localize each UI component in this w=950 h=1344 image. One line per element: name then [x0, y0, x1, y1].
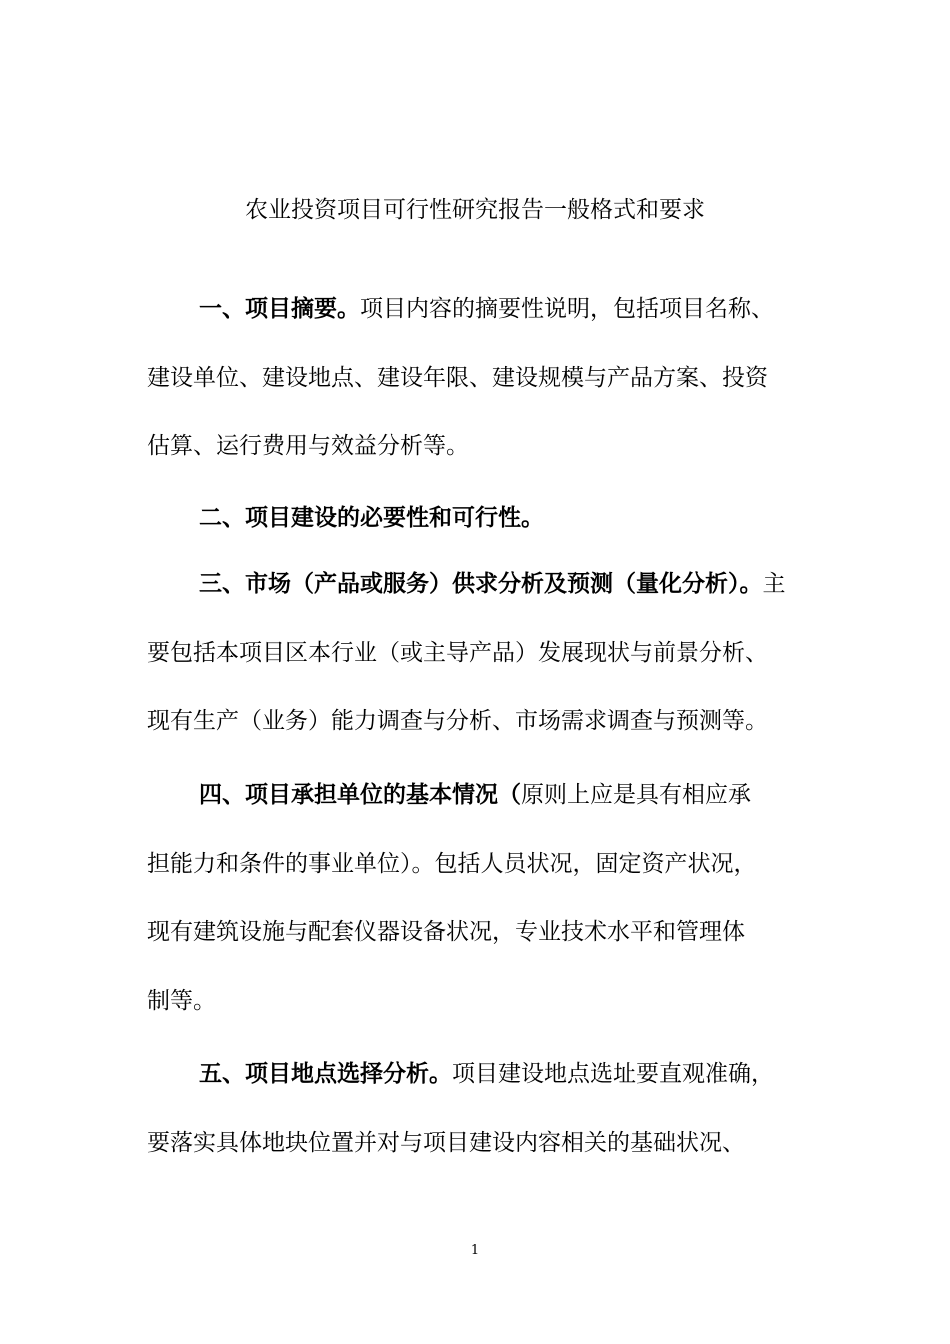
section-text-line: 制等。	[147, 987, 216, 1014]
section-market-analysis	[147, 550, 807, 756]
section-text-line: 建设单位、建设地点、建设年限、建设规模与产品方案、投资	[147, 364, 768, 391]
section-text-line: 现有生产（业务）能力调查与分析、市场需求调查与预测等。	[147, 708, 768, 734]
section-text-line: 估算、运行费用与效益分析等。	[147, 433, 469, 459]
section-heading: 四、项目承担单位的基本情况（	[199, 782, 521, 808]
section-first-line	[147, 550, 807, 619]
section-necessity-feasibility	[147, 484, 807, 553]
section-text-line: 现有建筑设施与配套仪器设备状况，专业技术水平和管理体	[147, 919, 745, 945]
section-text-line: 要落实具体地块位置并对与项目建设内容相关的基础状况、	[147, 1129, 745, 1156]
section-site-selection	[147, 1040, 807, 1177]
section-text: 主	[762, 571, 786, 597]
section-first-line	[147, 484, 807, 553]
section-heading: 三、市场（产品或服务）供求分析及预测（量化分析）。	[199, 571, 763, 597]
section-first-line	[147, 1040, 807, 1109]
section-first-line	[147, 275, 807, 344]
document-title: 农业投资项目可行性研究报告一般格式和要求	[245, 197, 705, 223]
section-first-line	[147, 761, 807, 830]
section-text: 原则上应是具有相应承	[521, 782, 751, 808]
section-undertaking-unit	[147, 761, 807, 1035]
section-project-summary	[147, 275, 807, 481]
section-heading: 一、项目摘要。	[199, 296, 360, 322]
section-text-line: 要包括本项目区本行业（或主导产品）发展现状与前景分析、	[147, 639, 768, 666]
section-heading: 二、项目建设的必要性和可行性。	[199, 505, 544, 531]
section-text-line: 担能力和条件的事业单位）。包括人员状况，固定资产状况，	[147, 850, 757, 877]
section-text: 项目内容的摘要性说明，包括项目名称、	[360, 296, 774, 322]
section-heading: 五、项目地点选择分析。	[199, 1061, 452, 1087]
page-number: 1	[470, 1243, 480, 1258]
section-text: 项目建设地点选址要直观准确，	[452, 1061, 774, 1087]
